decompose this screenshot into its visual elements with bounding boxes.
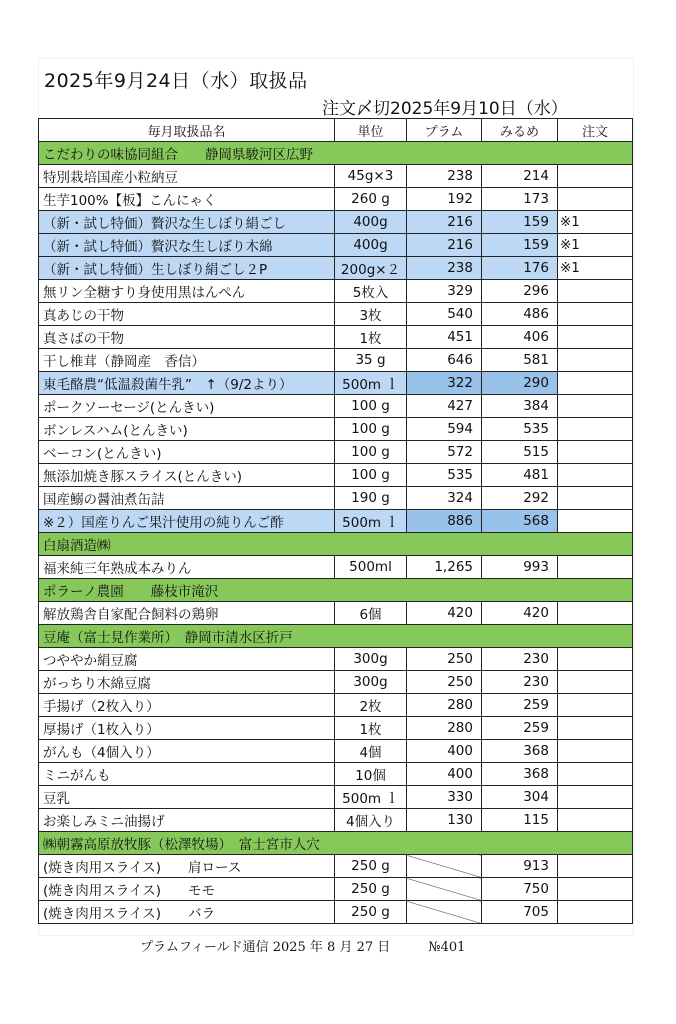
mirume-price: 230 — [482, 671, 558, 694]
order-deadline: 注文〆切2025年9月10日（水） — [322, 99, 568, 119]
order-cell[interactable] — [558, 188, 633, 211]
plum-price: 400 — [407, 763, 482, 786]
table-row — [39, 234, 633, 257]
table-row — [39, 717, 633, 740]
supplier-group-row — [39, 142, 633, 165]
unit-cell: 4個 — [335, 740, 407, 763]
product-name: 無リン全糖すり身使用黒はんぺん — [39, 280, 335, 303]
order-cell[interactable] — [558, 763, 633, 786]
table-row — [39, 510, 633, 533]
table-row — [39, 740, 633, 763]
table-row — [39, 648, 633, 671]
mirume-price: 368 — [482, 740, 558, 763]
product-name: お楽しみミニ油揚げ — [39, 809, 335, 832]
order-cell[interactable] — [558, 648, 633, 671]
product-name: つややか絹豆腐 — [39, 648, 335, 671]
plum-price: 216 — [407, 234, 482, 257]
header-plum: プラム — [407, 119, 482, 142]
mirume-price: 230 — [482, 648, 558, 671]
mirume-price: 173 — [482, 188, 558, 211]
unit-cell: 200g×２ — [335, 257, 407, 280]
supplier-name: ポラーノ農園 藤枝市滝沢 — [39, 579, 633, 602]
unit-cell: 100 g — [335, 418, 407, 441]
order-cell[interactable] — [558, 280, 633, 303]
unit-cell: 4個入り — [335, 809, 407, 832]
footer-text: プラムフィールド通信 2025 年 8 月 27 日 — [140, 940, 391, 955]
unit-cell: 400g — [335, 211, 407, 234]
product-name: 解放鶏舎自家配合飼料の鶏卵 — [39, 602, 335, 625]
mirume-price: 705 — [482, 901, 558, 924]
order-cell[interactable] — [558, 372, 633, 395]
mirume-price: 368 — [482, 763, 558, 786]
order-cell[interactable] — [558, 510, 633, 533]
table-row — [39, 671, 633, 694]
plum-price: 1,265 — [407, 556, 482, 579]
table-header-row — [39, 119, 633, 142]
product-name: 東毛酪農“低温殺菌牛乳” ↑（9/2より） — [39, 372, 335, 395]
product-name: 生芋100%【板】こんにゃく — [39, 188, 335, 211]
issue-number: №401 — [428, 940, 466, 955]
unit-cell: 190 g — [335, 487, 407, 510]
table-row — [39, 165, 633, 188]
plum-price — [407, 878, 482, 901]
table-row — [39, 257, 633, 280]
product-name: (焼き肉用スライス) モモ — [39, 878, 335, 901]
table-row — [39, 556, 633, 579]
mirume-price: 486 — [482, 303, 558, 326]
mirume-price: 406 — [482, 326, 558, 349]
header-name: 毎月取扱品名 — [39, 119, 335, 142]
table-row — [39, 487, 633, 510]
order-cell[interactable] — [558, 326, 633, 349]
plum-price: 420 — [407, 602, 482, 625]
product-name: がっちり木綿豆腐 — [39, 671, 335, 694]
order-cell[interactable] — [558, 809, 633, 832]
plum-price: 192 — [407, 188, 482, 211]
unit-cell: 250 g — [335, 878, 407, 901]
table-row — [39, 349, 633, 372]
order-cell[interactable] — [558, 901, 633, 924]
order-cell[interactable] — [558, 349, 633, 372]
order-cell[interactable] — [558, 556, 633, 579]
mirume-price: 159 — [482, 211, 558, 234]
product-name: 国産鰯の醤油煮缶詰 — [39, 487, 335, 510]
table-row — [39, 395, 633, 418]
unit-cell: 5枚入 — [335, 280, 407, 303]
order-cell[interactable] — [558, 464, 633, 487]
plum-price: 886 — [407, 510, 482, 533]
product-name: ※２）国産りんご果汁使用の純りんご酢 — [39, 510, 335, 533]
table-row — [39, 809, 633, 832]
unit-cell: 2枚 — [335, 694, 407, 717]
unit-cell: 100 g — [335, 441, 407, 464]
mirume-price: 304 — [482, 786, 558, 809]
plum-price: 322 — [407, 372, 482, 395]
product-name: （新・試し特価）贅沢な生しぼり木綿 — [39, 234, 335, 257]
order-cell[interactable] — [558, 303, 633, 326]
footer — [140, 936, 465, 955]
table-row — [39, 878, 633, 901]
table-row — [39, 694, 633, 717]
table-row — [39, 326, 633, 349]
table-row — [39, 280, 633, 303]
order-cell[interactable] — [558, 740, 633, 763]
product-name: 真さばの干物 — [39, 326, 335, 349]
plum-price: 572 — [407, 441, 482, 464]
plum-price: 280 — [407, 717, 482, 740]
table-row — [39, 602, 633, 625]
table-row — [39, 303, 633, 326]
plum-price: 427 — [407, 395, 482, 418]
unit-cell: 100 g — [335, 464, 407, 487]
plum-price: 594 — [407, 418, 482, 441]
plum-price: 216 — [407, 211, 482, 234]
mirume-price: 568 — [482, 510, 558, 533]
unit-cell: 300g — [335, 648, 407, 671]
mirume-price: 515 — [482, 441, 558, 464]
unit-cell: 250 g — [335, 901, 407, 924]
product-name: 豆乳 — [39, 786, 335, 809]
unit-cell: 100 g — [335, 395, 407, 418]
plum-price: 451 — [407, 326, 482, 349]
unit-cell: 500m ｌ — [335, 786, 407, 809]
order-cell[interactable] — [558, 717, 633, 740]
plum-price: 280 — [407, 694, 482, 717]
mirume-price: 292 — [482, 487, 558, 510]
product-name: (焼き肉用スライス) 肩ロース — [39, 855, 335, 878]
plum-price: 324 — [407, 487, 482, 510]
mirume-price: 750 — [482, 878, 558, 901]
unit-cell: 500ml — [335, 556, 407, 579]
plum-price: 329 — [407, 280, 482, 303]
unit-cell: 300g — [335, 671, 407, 694]
mirume-price: 481 — [482, 464, 558, 487]
order-cell[interactable] — [558, 487, 633, 510]
mirume-price: 296 — [482, 280, 558, 303]
product-name: （新・試し特価）贅沢な生しぼり絹ごし — [39, 211, 335, 234]
mirume-price: 290 — [482, 372, 558, 395]
mirume-price: 913 — [482, 855, 558, 878]
table-row — [39, 418, 633, 441]
plum-price: 238 — [407, 257, 482, 280]
unit-cell: 400g — [335, 234, 407, 257]
mirume-price: 159 — [482, 234, 558, 257]
order-cell[interactable] — [558, 786, 633, 809]
supplier-group-row — [39, 832, 633, 855]
supplier-name: 豆庵（富士見作業所） 静岡市清水区折戸 — [39, 625, 633, 648]
mirume-price: 384 — [482, 395, 558, 418]
mirume-price: 259 — [482, 694, 558, 717]
mirume-price: 176 — [482, 257, 558, 280]
product-name: ボンレスハム(とんきい) — [39, 418, 335, 441]
unit-cell: 3枚 — [335, 303, 407, 326]
plum-price: 250 — [407, 648, 482, 671]
plum-price: 646 — [407, 349, 482, 372]
product-name: 手揚げ（2枚入り） — [39, 694, 335, 717]
plum-price: 400 — [407, 740, 482, 763]
order-cell[interactable] — [558, 671, 633, 694]
product-name: （新・試し特価）生しぼり絹ごし２P — [39, 257, 335, 280]
unit-cell: 10個 — [335, 763, 407, 786]
supplier-name: ㈱朝霧高原放牧豚（松澤牧場） 富士宮市人穴 — [39, 832, 633, 855]
plum-price: 330 — [407, 786, 482, 809]
order-cell[interactable] — [558, 418, 633, 441]
product-name: ミニがんも — [39, 763, 335, 786]
order-cell[interactable] — [558, 441, 633, 464]
plum-price: 250 — [407, 671, 482, 694]
product-name: 干し椎茸（静岡産 香信） — [39, 349, 335, 372]
mirume-price: 420 — [482, 602, 558, 625]
unit-cell: 250 g — [335, 855, 407, 878]
order-cell[interactable]: ※1 — [558, 234, 633, 257]
header-unit: 単位 — [335, 119, 407, 142]
header-order: 注文 — [558, 119, 633, 142]
supplier-name: 白扇酒造㈱ — [39, 533, 633, 556]
product-name: 厚揚げ（1枚入り） — [39, 717, 335, 740]
order-cell[interactable]: ※1 — [558, 257, 633, 280]
unit-cell: 260 g — [335, 188, 407, 211]
product-table — [38, 118, 633, 924]
unit-cell: 1枚 — [335, 326, 407, 349]
mirume-price: 993 — [482, 556, 558, 579]
supplier-group-row — [39, 533, 633, 556]
plum-price — [407, 855, 482, 878]
product-name: がんも（4個入り） — [39, 740, 335, 763]
table-row — [39, 763, 633, 786]
mirume-price: 259 — [482, 717, 558, 740]
table-row — [39, 188, 633, 211]
table-row — [39, 372, 633, 395]
table-row — [39, 901, 633, 924]
table-row — [39, 786, 633, 809]
order-cell[interactable] — [558, 878, 633, 901]
plum-price: 540 — [407, 303, 482, 326]
mirume-price: 214 — [482, 165, 558, 188]
mirume-price: 115 — [482, 809, 558, 832]
order-cell[interactable] — [558, 165, 633, 188]
mirume-price: 581 — [482, 349, 558, 372]
order-cell[interactable] — [558, 855, 633, 878]
unit-cell: 45g×3 — [335, 165, 407, 188]
product-name: (焼き肉用スライス) バラ — [39, 901, 335, 924]
product-name: 福来純三年熟成本みりん — [39, 556, 335, 579]
header-mirume: みるめ — [482, 119, 558, 142]
supplier-name: こだわりの味協同組合 静岡県駿河区広野 — [39, 142, 633, 165]
order-cell[interactable] — [558, 395, 633, 418]
plum-price: 535 — [407, 464, 482, 487]
table-row — [39, 441, 633, 464]
unit-cell: 500m ｌ — [335, 510, 407, 533]
mirume-price: 535 — [482, 418, 558, 441]
order-cell[interactable] — [558, 694, 633, 717]
product-name: 特別栽培国産小粒納豆 — [39, 165, 335, 188]
product-name: ベーコン(とんきい) — [39, 441, 335, 464]
table-row — [39, 855, 633, 878]
plum-price: 130 — [407, 809, 482, 832]
page-title: 2025年9月24日（水）取扱品 — [44, 70, 308, 92]
order-cell[interactable]: ※1 — [558, 211, 633, 234]
plum-price — [407, 901, 482, 924]
plum-price: 238 — [407, 165, 482, 188]
unit-cell: 6個 — [335, 602, 407, 625]
product-name: 真あじの干物 — [39, 303, 335, 326]
unit-cell: 500m ｌ — [335, 372, 407, 395]
table-row — [39, 464, 633, 487]
product-name: 無添加焼き豚スライス(とんきい) — [39, 464, 335, 487]
unit-cell: 35 g — [335, 349, 407, 372]
supplier-group-row — [39, 579, 633, 602]
table-row — [39, 211, 633, 234]
product-name: ポークソーセージ(とんきい) — [39, 395, 335, 418]
supplier-group-row — [39, 625, 633, 648]
unit-cell: 1枚 — [335, 717, 407, 740]
order-cell[interactable] — [558, 602, 633, 625]
